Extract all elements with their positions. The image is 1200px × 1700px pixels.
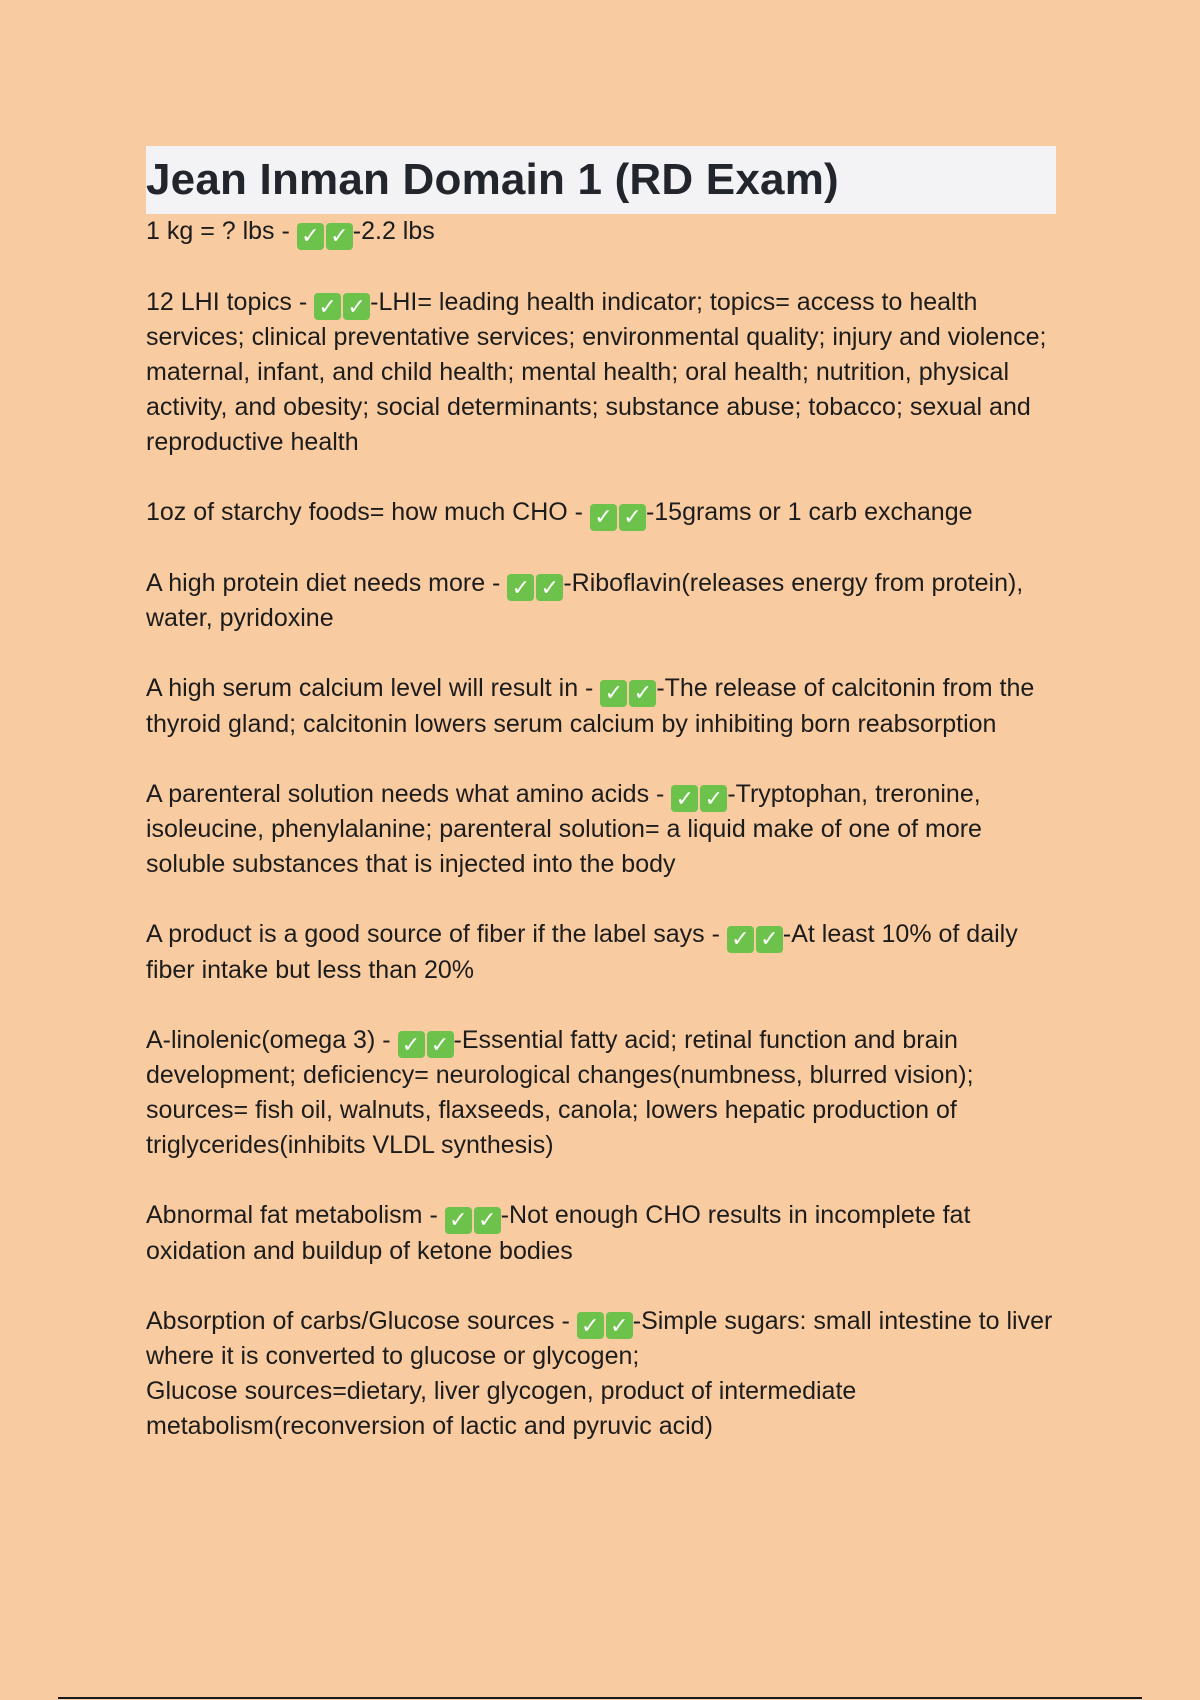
check-marks [398, 1031, 454, 1058]
entry-question: Abnormal fat metabolism - [146, 1201, 445, 1229]
entry-answer: -The release of calcitonin from the thyroid gland; calcitonin lowers serum calcium by inhibiting born reabsorption [146, 674, 1035, 738]
check-mark-icon: ✓ [297, 223, 324, 250]
check-marks [445, 1207, 501, 1234]
check-mark-icon: ✓ [756, 926, 783, 953]
check-mark-icon: ✓ [474, 1207, 501, 1234]
title-bar [146, 146, 1056, 214]
entry-answer: -Not enough CHO results in incomplete fat oxidation and buildup of ketone bodies [146, 1201, 971, 1265]
entry-answer: -15grams or 1 carb exchange [645, 498, 973, 526]
check-mark-icon: ✓ [590, 504, 617, 531]
check-mark-icon: ✓ [507, 574, 534, 601]
entry-answer: -2.2 lbs [352, 217, 435, 245]
check-marks [297, 223, 353, 250]
entry-answer: -Riboflavin(releases energy from protein), water, pyridoxine [146, 568, 1024, 632]
flashcard-entry [146, 777, 1056, 883]
check-mark-icon: ✓ [326, 223, 353, 250]
entry-answer-continued: Glucose sources=dietary, liver glycogen, product of intermediate metabolism(reconversion of lactic and pyruvic acid) [146, 1377, 857, 1440]
check-mark-icon: ✓ [727, 926, 754, 953]
check-mark-icon: ✓ [600, 680, 627, 707]
flashcard-entry [146, 917, 1056, 988]
check-mark-icon: ✓ [577, 1312, 604, 1339]
entry-question: A high serum calcium level will result in - [146, 674, 601, 702]
entry-question: A parenteral solution needs what amino acids - [146, 779, 672, 808]
check-mark-icon: ✓ [629, 680, 656, 707]
entry-answer: -Tryptophan, treronine, isoleucine, phenylalanine; parenteral solution= a liquid make of one of more soluble substances that is injected into the body [146, 779, 982, 878]
check-marks [590, 504, 646, 531]
flashcard-entry [146, 566, 1056, 637]
check-mark-icon: ✓ [606, 1312, 633, 1339]
check-mark-icon: ✓ [445, 1207, 472, 1234]
flashcard-entry [146, 495, 1056, 531]
check-marks [671, 785, 727, 812]
flashcard-entry [146, 1023, 1056, 1164]
check-mark-icon: ✓ [343, 293, 370, 320]
entry-question: A product is a good source of fiber if the label says - [146, 920, 727, 948]
check-marks [727, 926, 783, 953]
entry-answer: -Essential fatty acid; retinal function and brain development; deficiency= neurological changes(numbness, blurred vision); sources= fish oil, walnuts, flaxseeds, canola; lowers hepatic production of triglycerides(inhibits VLDL synthesis) [146, 1025, 974, 1159]
check-mark-icon: ✓ [671, 785, 698, 812]
check-marks [577, 1312, 633, 1339]
entry-question: A-linolenic(omega 3) - [146, 1025, 398, 1054]
flashcard-list [146, 214, 1056, 1444]
check-marks [314, 293, 370, 320]
flashcard-entry [146, 1304, 1056, 1445]
check-mark-icon: ✓ [314, 293, 341, 320]
check-mark-icon: ✓ [619, 504, 646, 531]
entry-answer: -LHI= leading health indicator; topics= access to health services; clinical preventative services; environmental quality; injury and violence; maternal, infant, and child health; mental health; oral health; nutrition, physical activity, and obesity; social determinants; substance abuse; tobacco; sexual and reproductive health [146, 287, 1047, 456]
footer-divider [58, 1697, 1142, 1699]
page-title: Jean Inman Domain 1 (RD Exam) [146, 155, 839, 204]
entry-question: 1 kg = ? lbs - [146, 217, 297, 245]
check-marks [600, 680, 656, 707]
check-marks [507, 574, 563, 601]
document-page [146, 146, 1056, 1479]
entry-question: 1oz of starchy foods= how much CHO - [146, 498, 590, 526]
flashcard-entry [146, 214, 1056, 250]
check-mark-icon: ✓ [536, 574, 563, 601]
entry-question: Absorption of carbs/Glucose sources - [146, 1306, 577, 1335]
check-mark-icon: ✓ [398, 1031, 425, 1058]
entry-answer: -Simple sugars: small intestine to liver where it is converted to glucose or glycogen; [146, 1306, 1053, 1370]
check-mark-icon: ✓ [700, 785, 727, 812]
flashcard-entry [146, 285, 1056, 461]
entry-answer: -At least 10% of daily fiber intake but less than 20% [146, 920, 1018, 984]
flashcard-entry [146, 671, 1056, 742]
flashcard-entry [146, 1198, 1056, 1269]
entry-question: 12 LHI topics - [146, 287, 315, 316]
entry-question: A high protein diet needs more - [146, 568, 508, 597]
check-mark-icon: ✓ [427, 1031, 454, 1058]
